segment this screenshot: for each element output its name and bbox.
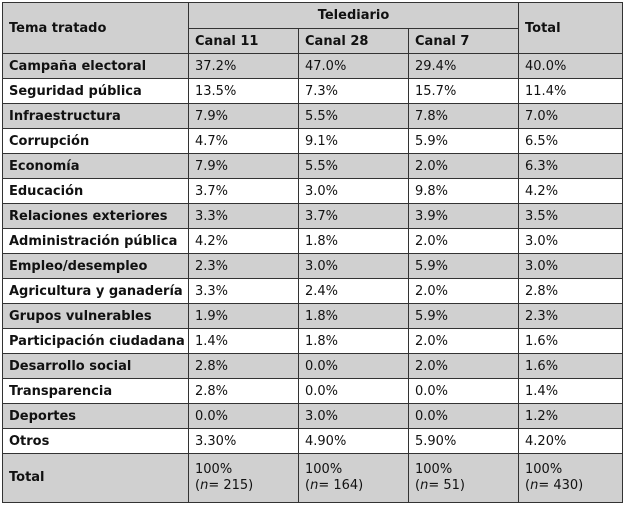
cell-value: 2.0% (409, 329, 519, 354)
cell-value: 2.0% (409, 279, 519, 304)
total-pct: 100% (305, 462, 343, 477)
cell-value: 0.0% (409, 404, 519, 429)
row-label: Administración pública (3, 229, 189, 254)
cell-value: 0.0% (299, 354, 409, 379)
cell-value: 3.0% (519, 229, 623, 254)
cell-value: 15.7% (409, 79, 519, 104)
cell-value: 11.4% (519, 79, 623, 104)
table-row (3, 379, 623, 404)
table-row (3, 304, 623, 329)
cell-value: 3.7% (189, 179, 299, 204)
cell-value: 3.3% (189, 279, 299, 304)
cell-value: 3.30% (189, 429, 299, 454)
header-telediario: Telediario (189, 3, 519, 29)
header-row-top (3, 3, 623, 29)
cell-value: 7.8% (409, 104, 519, 129)
cell-value: 5.9% (409, 304, 519, 329)
table-row (3, 354, 623, 379)
cell-value: 47.0% (299, 54, 409, 79)
row-label: Economía (3, 154, 189, 179)
cell-value: 6.5% (519, 129, 623, 154)
cell-value: 4.2% (189, 229, 299, 254)
cell-value: 3.7% (299, 204, 409, 229)
cell-value: 5.9% (409, 129, 519, 154)
total-row (3, 454, 623, 503)
total-pct: 100% (415, 462, 453, 477)
table-row (3, 254, 623, 279)
cell-value: 9.1% (299, 129, 409, 154)
header-total: Total (519, 3, 623, 54)
total-n (305, 478, 402, 494)
table-row (3, 129, 623, 154)
total-cell (519, 454, 623, 503)
cell-value: 4.7% (189, 129, 299, 154)
row-label: Corrupción (3, 129, 189, 154)
table-row (3, 54, 623, 79)
cell-value: 2.0% (409, 354, 519, 379)
table-row (3, 329, 623, 354)
row-label: Seguridad pública (3, 79, 189, 104)
cell-value: 1.6% (519, 354, 623, 379)
cell-value: 4.90% (299, 429, 409, 454)
table-row (3, 104, 623, 129)
cell-value: 4.20% (519, 429, 623, 454)
cell-value: 2.8% (189, 379, 299, 404)
cell-value: 2.8% (189, 354, 299, 379)
total-cell (189, 454, 299, 503)
cell-value: 40.0% (519, 54, 623, 79)
row-label: Grupos vulnerables (3, 304, 189, 329)
total-n-label: n (200, 478, 209, 493)
total-n-prefix: ( (195, 478, 201, 493)
total-pct: 100% (195, 462, 233, 477)
cell-value: 3.5% (519, 204, 623, 229)
total-n-value: = 430) (538, 478, 584, 493)
cell-value: 0.0% (299, 379, 409, 404)
total-n-label: n (530, 478, 539, 493)
cell-value: 2.3% (519, 304, 623, 329)
cell-value: 5.90% (409, 429, 519, 454)
cell-value: 29.4% (409, 54, 519, 79)
cell-value: 7.9% (189, 104, 299, 129)
cell-value: 1.2% (519, 404, 623, 429)
cell-value: 7.0% (519, 104, 623, 129)
total-n-prefix: ( (525, 478, 531, 493)
total-n (415, 478, 512, 494)
row-label: Transparencia (3, 379, 189, 404)
total-n (525, 478, 616, 494)
cell-value: 9.8% (409, 179, 519, 204)
row-label: Educación (3, 179, 189, 204)
cell-value: 5.9% (409, 254, 519, 279)
header-channel: Canal 11 (189, 29, 299, 54)
total-n (195, 478, 292, 494)
cell-value: 2.0% (409, 229, 519, 254)
cell-value: 1.8% (299, 229, 409, 254)
total-pct: 100% (525, 462, 563, 477)
table-row (3, 154, 623, 179)
total-n-value: = 51) (428, 478, 465, 493)
data-table (2, 2, 623, 503)
row-label: Infraestructura (3, 104, 189, 129)
cell-value: 4.2% (519, 179, 623, 204)
row-label: Deportes (3, 404, 189, 429)
total-n-value: = 215) (208, 478, 254, 493)
table-row (3, 79, 623, 104)
total-label: Total (3, 454, 189, 503)
row-label: Desarrollo social (3, 354, 189, 379)
cell-value: 3.0% (299, 254, 409, 279)
cell-value: 3.0% (519, 254, 623, 279)
cell-value: 5.5% (299, 104, 409, 129)
cell-value: 2.3% (189, 254, 299, 279)
row-label: Empleo/desempleo (3, 254, 189, 279)
cell-value: 0.0% (189, 404, 299, 429)
table-row (3, 204, 623, 229)
cell-value: 2.0% (409, 154, 519, 179)
cell-value: 7.9% (189, 154, 299, 179)
cell-value: 2.4% (299, 279, 409, 304)
cell-value: 3.3% (189, 204, 299, 229)
header-tema: Tema tratado (3, 3, 189, 54)
total-cell (409, 454, 519, 503)
cell-value: 2.8% (519, 279, 623, 304)
cell-value: 1.4% (519, 379, 623, 404)
cell-value: 37.2% (189, 54, 299, 79)
cell-value: 3.0% (299, 179, 409, 204)
table-body (3, 54, 623, 503)
total-cell (299, 454, 409, 503)
row-label: Relaciones exteriores (3, 204, 189, 229)
cell-value: 1.4% (189, 329, 299, 354)
cell-value: 6.3% (519, 154, 623, 179)
cell-value: 7.3% (299, 79, 409, 104)
cell-value: 1.9% (189, 304, 299, 329)
row-label: Campaña electoral (3, 54, 189, 79)
cell-value: 3.0% (299, 404, 409, 429)
table-row (3, 229, 623, 254)
table-row (3, 404, 623, 429)
row-label: Otros (3, 429, 189, 454)
total-n-label: n (420, 478, 429, 493)
header-channel: Canal 7 (409, 29, 519, 54)
table-row (3, 429, 623, 454)
total-n-prefix: ( (305, 478, 311, 493)
table-row (3, 179, 623, 204)
table-row (3, 279, 623, 304)
cell-value: 3.9% (409, 204, 519, 229)
row-label: Participación ciudadana (3, 329, 189, 354)
cell-value: 0.0% (409, 379, 519, 404)
cell-value: 1.8% (299, 329, 409, 354)
total-n-prefix: ( (415, 478, 421, 493)
row-label: Agricultura y ganadería (3, 279, 189, 304)
cell-value: 13.5% (189, 79, 299, 104)
total-n-value: = 164) (318, 478, 364, 493)
cell-value: 1.8% (299, 304, 409, 329)
cell-value: 5.5% (299, 154, 409, 179)
header-channel: Canal 28 (299, 29, 409, 54)
total-n-label: n (310, 478, 319, 493)
cell-value: 1.6% (519, 329, 623, 354)
